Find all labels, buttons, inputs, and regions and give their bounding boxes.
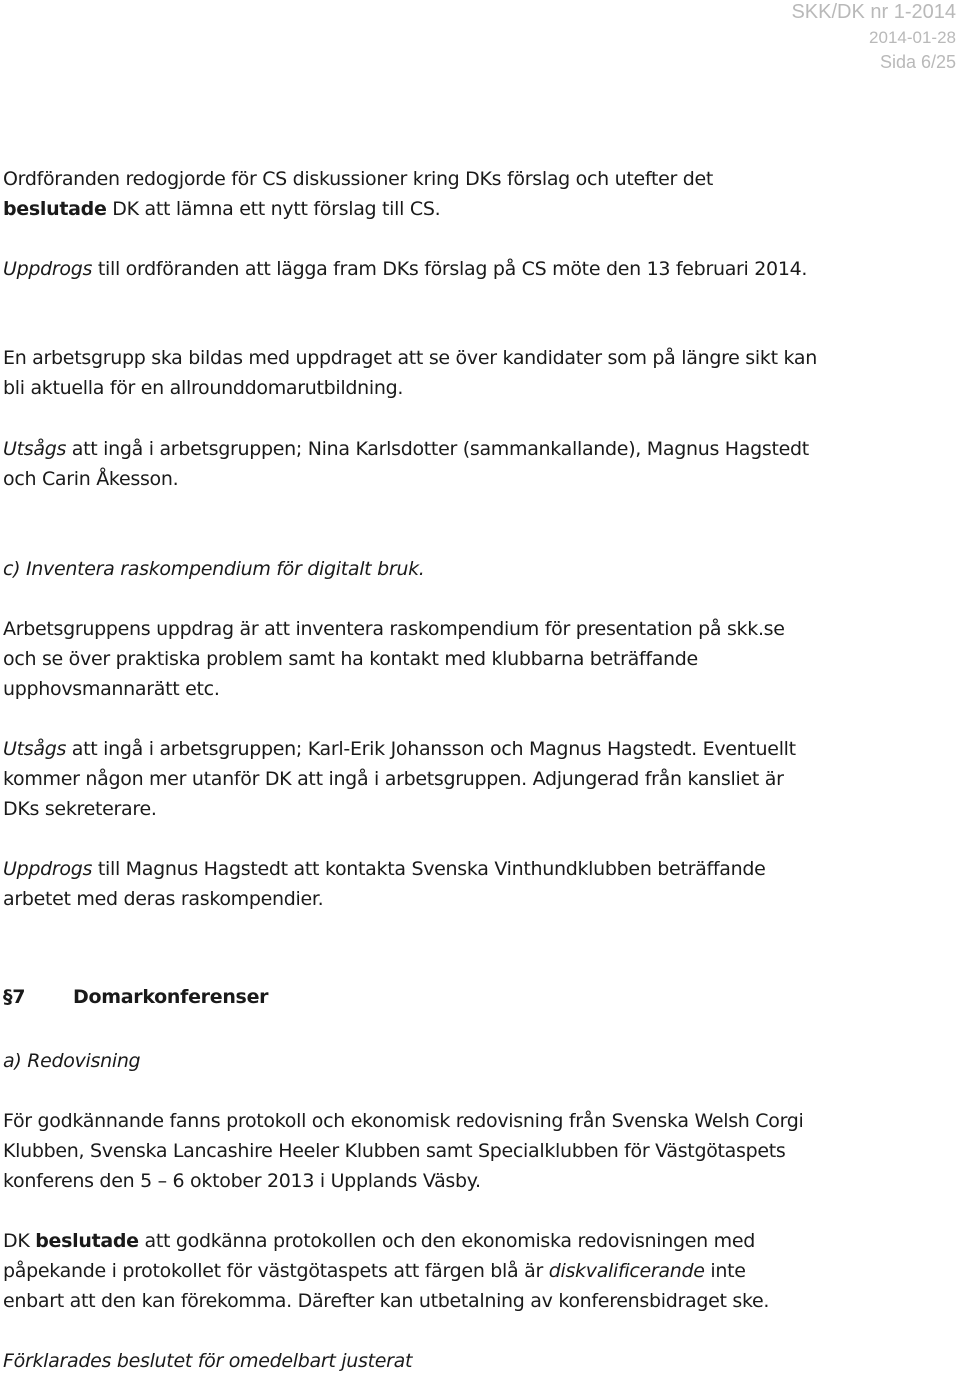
italic-term: Uppdrogs [3, 858, 93, 880]
text-span: att ingå i arbetsgruppen; Karl-Erik Johansson och Magnus Hagstedt. Eventuellt [66, 738, 796, 760]
text-line: arbetet med deras raskompendier. [3, 888, 324, 910]
text-line: konferens den 5 – 6 oktober 2013 i Upplands Väsby. [3, 1170, 481, 1192]
text-line: En arbetsgrupp ska bildas med uppdraget att se över kandidater som på längre sikt kan [3, 347, 817, 369]
text-line: Klubben, Svenska Lancashire Heeler Klubben samt Specialklubben för Västgötaspets [3, 1140, 786, 1162]
text-line: DKs sekreterare. [3, 798, 157, 820]
text-line [3, 854, 765, 884]
text-line [3, 1346, 412, 1376]
subheading-inventory [3, 554, 425, 584]
text-line [3, 1226, 769, 1256]
paragraph-approval-protocols [3, 1106, 803, 1196]
italic-subheading: a) Redovisning [3, 1050, 141, 1072]
text-line [3, 194, 713, 224]
paragraph-working-group [3, 343, 817, 403]
paragraph-appointed-group-2 [3, 734, 796, 824]
section-title: Domarkonferenser [73, 986, 269, 1008]
text-line [3, 1046, 140, 1076]
text-span: att ingå i arbetsgruppen; Nina Karlsdotter (sammankallande), Magnus Hagstedt [66, 438, 809, 460]
document-date: 2014-01-28 [869, 28, 956, 47]
section-number: §7 [3, 986, 26, 1008]
paragraph-adjusted [3, 1346, 412, 1376]
text-line [3, 254, 807, 284]
text-span: till ordföranden att lägga fram DKs förslag på CS möte den 13 februari 2014. [92, 258, 808, 280]
paragraph-assignment-magnus [3, 854, 765, 914]
text-line: enbart att den kan förekomma. Därefter kan utbetalning av konferensbidraget ske. [3, 1290, 770, 1312]
paragraph-assignment-chair [3, 254, 807, 284]
italic-statement: Förklarades beslutet för omedelbart justerat [3, 1350, 413, 1372]
text-line: Ordföranden redogjorde för CS diskussioner kring DKs förslag och utefter det [3, 168, 714, 190]
italic-term: Utsågs [3, 738, 67, 760]
text-span: DK att lämna ett nytt förslag till CS. [106, 198, 441, 220]
text-line [3, 434, 809, 464]
paragraph-group-assignment [3, 614, 785, 704]
text-line: bli aktuella för en allrounddomarutbildning. [3, 377, 404, 399]
document-id: SKK/DK nr 1-2014 [791, 1, 956, 23]
paragraph-decision [3, 1226, 769, 1316]
italic-term: Uppdrogs [3, 258, 93, 280]
text-span: till Magnus Hagstedt att kontakta Svenska Vinthundklubben beträffande [92, 858, 766, 880]
bold-term: beslutade [35, 1230, 139, 1252]
text-line [3, 734, 796, 764]
text-line: För godkännande fanns protokoll och ekonomisk redovisning från Svenska Welsh Corgi [3, 1110, 804, 1132]
text-line: och se över praktiska problem samt ha kontakt med klubbarna beträffande [3, 648, 698, 670]
subheading-report [3, 1046, 140, 1076]
text-line [3, 1256, 769, 1286]
text-line [3, 554, 425, 584]
text-span: påpekande i protokollet för västgötaspets att färgen blå är [3, 1260, 549, 1282]
text-line: och Carin Åkesson. [3, 468, 179, 490]
text-span: att godkänna protokollen och den ekonomiska redovisningen med [138, 1230, 756, 1252]
italic-term: Utsågs [3, 438, 67, 460]
paragraph-cs-discussion [3, 164, 713, 224]
italic-term: diskvalificerande [548, 1260, 705, 1282]
text-span: inte [704, 1260, 746, 1282]
text-span: DK [3, 1230, 36, 1252]
section-heading [3, 982, 268, 1012]
bold-term: beslutade [3, 198, 107, 220]
text-line: Arbetsgruppens uppdrag är att inventera raskompendium för presentation på skk.se [3, 618, 785, 640]
text-line: upphovsmannarätt etc. [3, 678, 220, 700]
page-number: Sida 6/25 [879, 52, 956, 72]
page-header [791, 0, 956, 75]
text-line: kommer någon mer utanför DK att ingå i arbetsgruppen. Adjungerad från kansliet är [3, 768, 784, 790]
paragraph-appointed-group [3, 434, 809, 494]
italic-subheading: c) Inventera raskompendium för digitalt bruk. [3, 558, 425, 580]
